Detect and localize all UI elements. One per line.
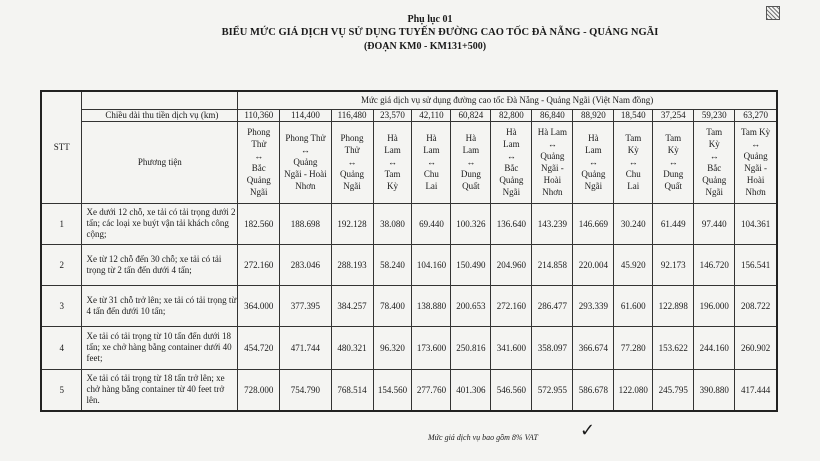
route-line: Quảng xyxy=(293,157,318,167)
route-line: Nhơn xyxy=(295,181,316,191)
route-line: Bắc xyxy=(504,163,519,173)
price-cell: 754.790 xyxy=(280,369,331,411)
price-cell: 146.669 xyxy=(573,203,614,244)
distance-cell: 86,840 xyxy=(532,109,573,121)
route-line: Chu xyxy=(625,169,641,179)
route-line: ↔ xyxy=(466,157,476,167)
price-cell: 173.600 xyxy=(412,326,451,369)
route-line: ↔ xyxy=(547,139,557,149)
route-line: ↔ xyxy=(668,157,678,167)
price-cell: 150.490 xyxy=(451,244,491,285)
price-cell: 61.600 xyxy=(614,285,653,326)
vehicle-cell: Xe tải có tải trọng từ 10 tấn đến dưới 18 tấn; xe chở hàng bằng container dưới 40 feet; xyxy=(82,326,238,369)
distance-cell: 116,480 xyxy=(331,109,373,121)
route-line: Quất xyxy=(664,181,682,191)
route-line: Tam xyxy=(665,133,682,143)
distance-cell: 59,230 xyxy=(694,109,735,121)
route-line: Quảng xyxy=(702,175,727,185)
price-cell: 244.160 xyxy=(694,326,735,369)
price-cell: 366.674 xyxy=(573,326,614,369)
route-header-cell xyxy=(573,121,614,203)
route-line: Ngãi xyxy=(502,187,521,197)
price-cell: 143.239 xyxy=(532,203,573,244)
price-cell: 97.440 xyxy=(694,203,735,244)
route-header-cell xyxy=(653,121,694,203)
route-line: Dung xyxy=(460,169,481,179)
route-line: Tam xyxy=(706,127,723,137)
route-line: Lam xyxy=(462,145,480,155)
route-line: Ngãi - xyxy=(744,163,767,173)
price-cell: 30.240 xyxy=(614,203,653,244)
route-line: Quảng xyxy=(540,151,565,161)
price-cell: 100.326 xyxy=(451,203,491,244)
price-cell: 572.955 xyxy=(532,369,573,411)
price-cell: 138.880 xyxy=(412,285,451,326)
price-cell: 136.640 xyxy=(491,203,532,244)
price-cell: 546.560 xyxy=(491,369,532,411)
vehicle-header: Phương tiện xyxy=(82,121,238,203)
price-cell: 364.000 xyxy=(238,285,280,326)
price-cell: 77.280 xyxy=(614,326,653,369)
route-line: Hà Lam xyxy=(537,127,567,137)
price-cell: 104.160 xyxy=(412,244,451,285)
route-line: Hoài xyxy=(746,175,765,185)
price-cell: 188.698 xyxy=(280,203,331,244)
route-line: ↔ xyxy=(300,145,310,155)
route-line: ↔ xyxy=(588,157,598,167)
price-cell: 104.361 xyxy=(735,203,777,244)
vehicle-cell: Xe tải có tải trọng từ 18 tấn trở lên; xe chở hàng bằng container từ 40 feet trở lên. xyxy=(82,369,238,411)
route-line: Tam xyxy=(625,133,642,143)
price-cell: 45.920 xyxy=(614,244,653,285)
table-row xyxy=(41,244,777,285)
route-line: Hà xyxy=(588,133,599,143)
stt-cell: 1 xyxy=(41,203,82,244)
route-line: ↔ xyxy=(506,151,516,161)
stt-cell: 3 xyxy=(41,285,82,326)
stt-cell: 4 xyxy=(41,326,82,369)
price-cell: 288.193 xyxy=(331,244,373,285)
distance-cell: 18,540 xyxy=(614,109,653,121)
route-header-cell xyxy=(735,121,777,203)
price-cell: 358.097 xyxy=(532,326,573,369)
route-line: Kỳ xyxy=(627,145,639,155)
route-line: Phong xyxy=(340,133,364,143)
route-line: Thử xyxy=(251,139,267,149)
distance-cell: 60,824 xyxy=(451,109,491,121)
distance-cell: 42,110 xyxy=(412,109,451,121)
stt-cell: 5 xyxy=(41,369,82,411)
checkmark-icon: ✓ xyxy=(580,420,596,441)
vat-footnote: Mức giá dịch vụ bao gồm 8% VAT xyxy=(428,433,538,442)
route-line: Kỳ xyxy=(667,145,679,155)
route-line: Quảng xyxy=(581,169,606,179)
price-cell: 260.902 xyxy=(735,326,777,369)
route-line: Lam xyxy=(503,139,520,149)
route-line: Hà xyxy=(465,133,477,143)
price-cell: 208.722 xyxy=(735,285,777,326)
price-cell: 384.257 xyxy=(331,285,373,326)
route-line: Tam xyxy=(384,169,401,179)
price-cell: 417.444 xyxy=(735,369,777,411)
distance-cell: 63,270 xyxy=(735,109,777,121)
stt-header: STT xyxy=(41,91,82,203)
price-cell: 768.514 xyxy=(331,369,373,411)
price-cell: 454.720 xyxy=(238,326,280,369)
price-cell: 61.449 xyxy=(653,203,694,244)
route-line: ↔ xyxy=(254,151,264,161)
route-header-cell xyxy=(694,121,735,203)
price-cell: 200.653 xyxy=(451,285,491,326)
route-line: Lai xyxy=(627,181,640,191)
route-line: Ngãi xyxy=(343,181,361,191)
route-line: ↔ xyxy=(709,151,719,161)
route-line: Ngãi xyxy=(584,181,603,191)
price-cell: 204.960 xyxy=(491,244,532,285)
route-line: ↔ xyxy=(628,157,638,167)
route-header-cell xyxy=(331,121,373,203)
price-cell: 69.440 xyxy=(412,203,451,244)
price-cell: 214.858 xyxy=(532,244,573,285)
table-row xyxy=(41,203,777,244)
price-cell: 154.560 xyxy=(373,369,412,411)
document-subtitle: (ĐOẠN KM0 - KM131+500) xyxy=(363,41,487,52)
route-line: Hoài xyxy=(543,175,562,185)
price-cell: 728.000 xyxy=(238,369,280,411)
price-cell: 78.400 xyxy=(373,285,412,326)
price-cell: 156.541 xyxy=(735,244,777,285)
price-cell: 401.306 xyxy=(451,369,491,411)
route-line: Tam Kỳ xyxy=(741,127,771,137)
table-row xyxy=(41,285,777,326)
route-header-cell xyxy=(238,121,280,203)
price-cell: 58.240 xyxy=(373,244,412,285)
table-row xyxy=(41,326,777,369)
route-header-cell xyxy=(451,121,491,203)
route-line: Quảng xyxy=(340,169,365,179)
price-cell: 471.744 xyxy=(280,326,331,369)
vehicle-cell: Xe dưới 12 chỗ, xe tải có tải trọng dưới 2 tấn; các loại xe buýt vận tải khách công cộng; xyxy=(82,203,238,244)
route-header-cell xyxy=(491,121,532,203)
route-line: Quảng xyxy=(246,175,271,185)
price-cell: 250.816 xyxy=(451,326,491,369)
distance-cell: 114,400 xyxy=(280,109,331,121)
route-line: Quảng xyxy=(743,151,768,161)
price-cell: 182.560 xyxy=(238,203,280,244)
price-cell: 96.320 xyxy=(373,326,412,369)
route-line: Lam xyxy=(423,145,440,155)
distance-cell: 23,570 xyxy=(373,109,412,121)
route-line: Kỳ xyxy=(387,181,398,191)
tariff-table xyxy=(40,90,778,412)
route-line: Bắc xyxy=(707,163,722,173)
price-cell: 283.046 xyxy=(280,244,331,285)
price-cell: 341.600 xyxy=(491,326,532,369)
distance-label: Chiều dài thu tiền dịch vụ (km) xyxy=(82,109,238,121)
route-line: Quảng xyxy=(499,175,524,185)
price-header: Mức giá dịch vụ sử dụng đường cao tốc Đà Nẵng - Quảng Ngãi (Việt Nam đồng) xyxy=(238,91,777,109)
price-cell: 480.321 xyxy=(331,326,373,369)
annex-label: Phụ lục 01 xyxy=(407,14,453,25)
vehicle-cell: Xe từ 31 chỗ trở lên; xe tải có tải trọng từ 4 tấn đến dưới 10 tấn; xyxy=(82,285,238,326)
price-cell: 272.160 xyxy=(491,285,532,326)
route-header-cell xyxy=(614,121,653,203)
price-cell: 277.760 xyxy=(412,369,451,411)
vehicle-cell: Xe từ 12 chỗ đến 30 chỗ; xe tải có tải trọng từ 2 tấn đến dưới 4 tấn; xyxy=(82,244,238,285)
price-cell: 196.000 xyxy=(694,285,735,326)
route-line: ↔ xyxy=(751,139,761,149)
route-line: Dung xyxy=(663,169,684,179)
document-title: BIỂU MỨC GIÁ DỊCH VỤ SỬ DỤNG TUYẾN ĐƯỜNG CAO TỐC ĐÀ NẴNG - QUẢNG NGÃI xyxy=(221,27,659,38)
price-cell: 220.004 xyxy=(573,244,614,285)
route-line: ↔ xyxy=(426,157,436,167)
route-line: ↔ xyxy=(388,157,397,167)
route-line: ↔ xyxy=(347,157,357,167)
price-cell: 153.622 xyxy=(653,326,694,369)
price-cell: 122.080 xyxy=(614,369,653,411)
route-line: Nhơn xyxy=(542,187,563,197)
route-line: Nhơn xyxy=(745,187,766,197)
route-line: Quất xyxy=(462,181,480,191)
route-line: Thử xyxy=(344,145,360,155)
route-header-cell xyxy=(412,121,451,203)
route-line: Hà xyxy=(506,127,517,137)
price-cell: 146.720 xyxy=(694,244,735,285)
route-line: Hà xyxy=(387,133,398,143)
route-line: Ngãi xyxy=(250,187,268,197)
price-cell: 122.898 xyxy=(653,285,694,326)
price-cell: 293.339 xyxy=(573,285,614,326)
price-cell: 272.160 xyxy=(238,244,280,285)
route-header-cell xyxy=(373,121,412,203)
route-line: Lai xyxy=(425,181,438,191)
distance-cell: 88,920 xyxy=(573,109,614,121)
route-line: Ngãi - Hoài xyxy=(284,169,327,179)
route-line: Phong xyxy=(247,127,271,137)
price-cell: 377.395 xyxy=(280,285,331,326)
price-cell: 92.173 xyxy=(653,244,694,285)
route-line: Lam xyxy=(384,145,401,155)
route-line: Bắc xyxy=(251,163,266,173)
price-cell: 390.880 xyxy=(694,369,735,411)
route-line: Lam xyxy=(585,145,602,155)
distance-cell: 82,800 xyxy=(491,109,532,121)
route-line: Ngãi - xyxy=(540,163,564,173)
price-cell: 192.128 xyxy=(331,203,373,244)
distance-cell: 110,360 xyxy=(238,109,280,121)
price-cell: 286.477 xyxy=(532,285,573,326)
price-cell: 586.678 xyxy=(573,369,614,411)
price-cell: 38.080 xyxy=(373,203,412,244)
route-line: Phong Thử xyxy=(285,133,326,143)
stt-cell: 2 xyxy=(41,244,82,285)
route-line: Ngãi xyxy=(705,187,723,197)
distance-label-spacer xyxy=(82,91,238,109)
route-header-cell xyxy=(532,121,573,203)
route-line: Kỳ xyxy=(708,139,720,149)
route-header-cell xyxy=(280,121,331,203)
price-cell: 245.795 xyxy=(653,369,694,411)
route-line: Chu xyxy=(423,169,439,179)
distance-cell: 37,254 xyxy=(653,109,694,121)
table-row xyxy=(41,369,777,411)
route-line: Hà xyxy=(426,133,437,143)
